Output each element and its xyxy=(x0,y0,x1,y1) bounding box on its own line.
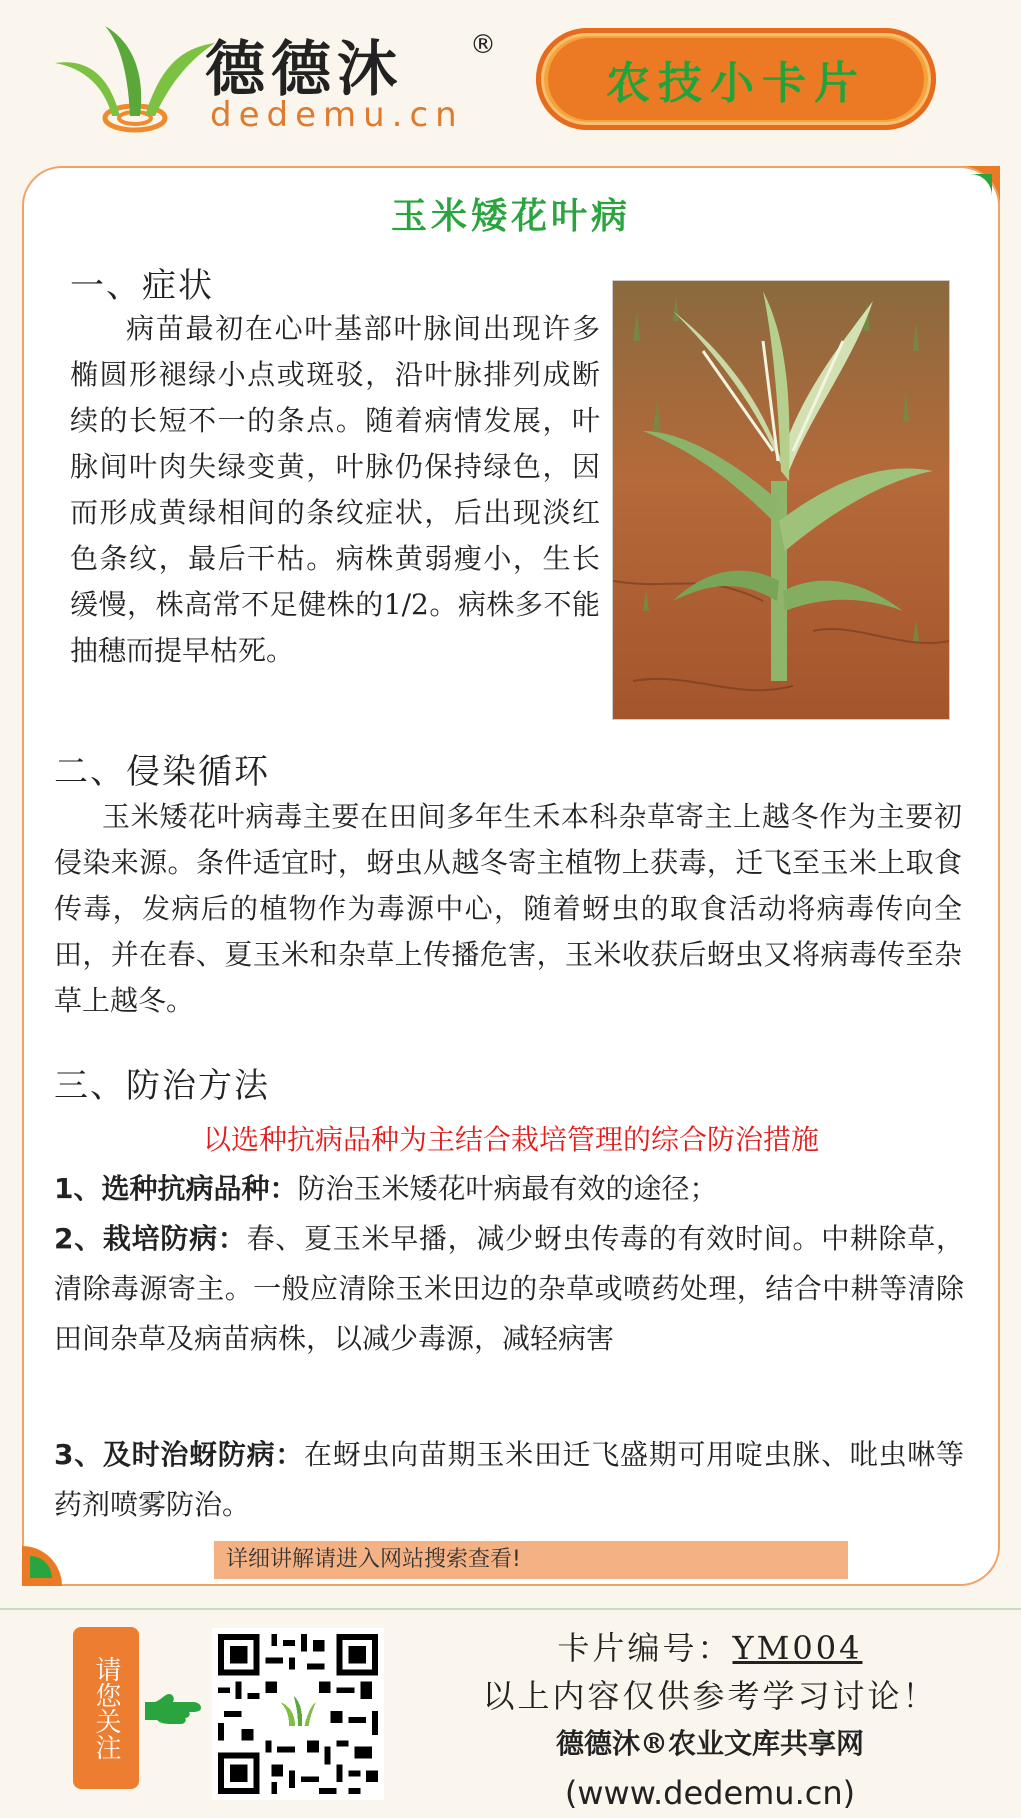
control-heading: 三、防治方法 xyxy=(54,1066,270,1106)
site-name: 德德沐®农业文库共享网 xyxy=(555,1727,864,1760)
card-badge xyxy=(536,28,936,130)
control-item-text: 在蚜虫向苗期玉米田迁飞盛期可用啶虫脒、吡虫啉等药剂喷雾防治。 xyxy=(54,1438,964,1521)
disclaimer: 以上内容仅供参考学习讨论！ xyxy=(482,1677,938,1715)
control-item-text: 春、夏玉米早播，减少蚜虫传毒的有效时间。中耕除草，清除毒源寄主。一般应清除玉米田边的杂草或喷药处理，结合中耕等清除田间杂草及病苗病株，以减少毒源，减轻病害 xyxy=(54,1222,965,1355)
footer-divider xyxy=(0,1608,1021,1610)
infection-cycle-text: 玉米矮花叶病毒主要在田间多年生禾本科杂草寄主上越冬作为主要初侵染来源。条件适宜时，蚜虫从越冬寄主植物上获毒，迁飞至玉米上取食传毒，发病后的植物作为毒源中心，随着蚜虫的取食活动将病毒传向全田，并在春、夏玉米和杂草上传播危害，玉米收获后蚜虫又将病毒传至杂草上越冬。 xyxy=(54,800,962,1017)
card-title: 玉米矮花叶病 xyxy=(390,196,631,237)
control-item-label: 3、及时治蚜防病： xyxy=(54,1438,305,1471)
content-card xyxy=(22,166,1000,1586)
control-item xyxy=(54,1430,964,1530)
control-item xyxy=(54,1164,964,1214)
control-principle: 以选种抗病品种为主结合栽培管理的综合防治措施 xyxy=(202,1123,819,1156)
brand-url: dedemu.cn xyxy=(210,95,464,135)
registered-mark: ® xyxy=(470,30,496,60)
control-item-text: 防治玉米矮花叶病最有效的途径； xyxy=(297,1172,718,1205)
corner-decoration xyxy=(22,1526,82,1586)
card-badge-label: 农技小卡片 xyxy=(548,38,924,120)
website-note: 详细讲解请进入网站搜索查看! xyxy=(214,1541,848,1579)
dedemu-logo-icon xyxy=(50,18,220,138)
infection-cycle-heading: 二、侵染循环 xyxy=(54,752,270,792)
card-number: YM004 xyxy=(732,1629,863,1667)
control-item-label: 2、栽培防病： xyxy=(54,1222,247,1255)
header xyxy=(0,0,1021,160)
symptoms-heading: 一、症状 xyxy=(70,266,214,306)
control-item-label: 1、选种抗病品种： xyxy=(54,1172,298,1205)
footer-info xyxy=(420,1624,1000,1818)
pointing-hand-icon xyxy=(143,1690,203,1726)
qr-code[interactable] xyxy=(212,1628,384,1800)
brand-name: 德德沐 xyxy=(205,35,403,105)
symptoms-text: 病苗最初在心叶基部叶脉间出现许多椭圆形褪绿小点或斑驳，沿叶脉排列成断续的长短不一的条点。随着病情发展，叶脉间叶肉失绿变黄，叶脉仍保持绿色，因而形成黄绿相间的条纹症状，后出现淡红色条纹，最后干枯。病株黄弱瘦小，生长缓慢，株高常不足健株的1/2。病株多不能抽穗而提早枯死。 xyxy=(70,312,600,667)
site-url-link[interactable]: (www.dedemu.cn) xyxy=(564,1774,856,1812)
card-number-label: 卡片编号： xyxy=(557,1629,733,1667)
card-number-line xyxy=(420,1624,1000,1672)
diseased-corn-photo xyxy=(612,280,950,720)
follow-label: 请您关注 xyxy=(73,1627,139,1789)
control-item xyxy=(54,1214,964,1364)
